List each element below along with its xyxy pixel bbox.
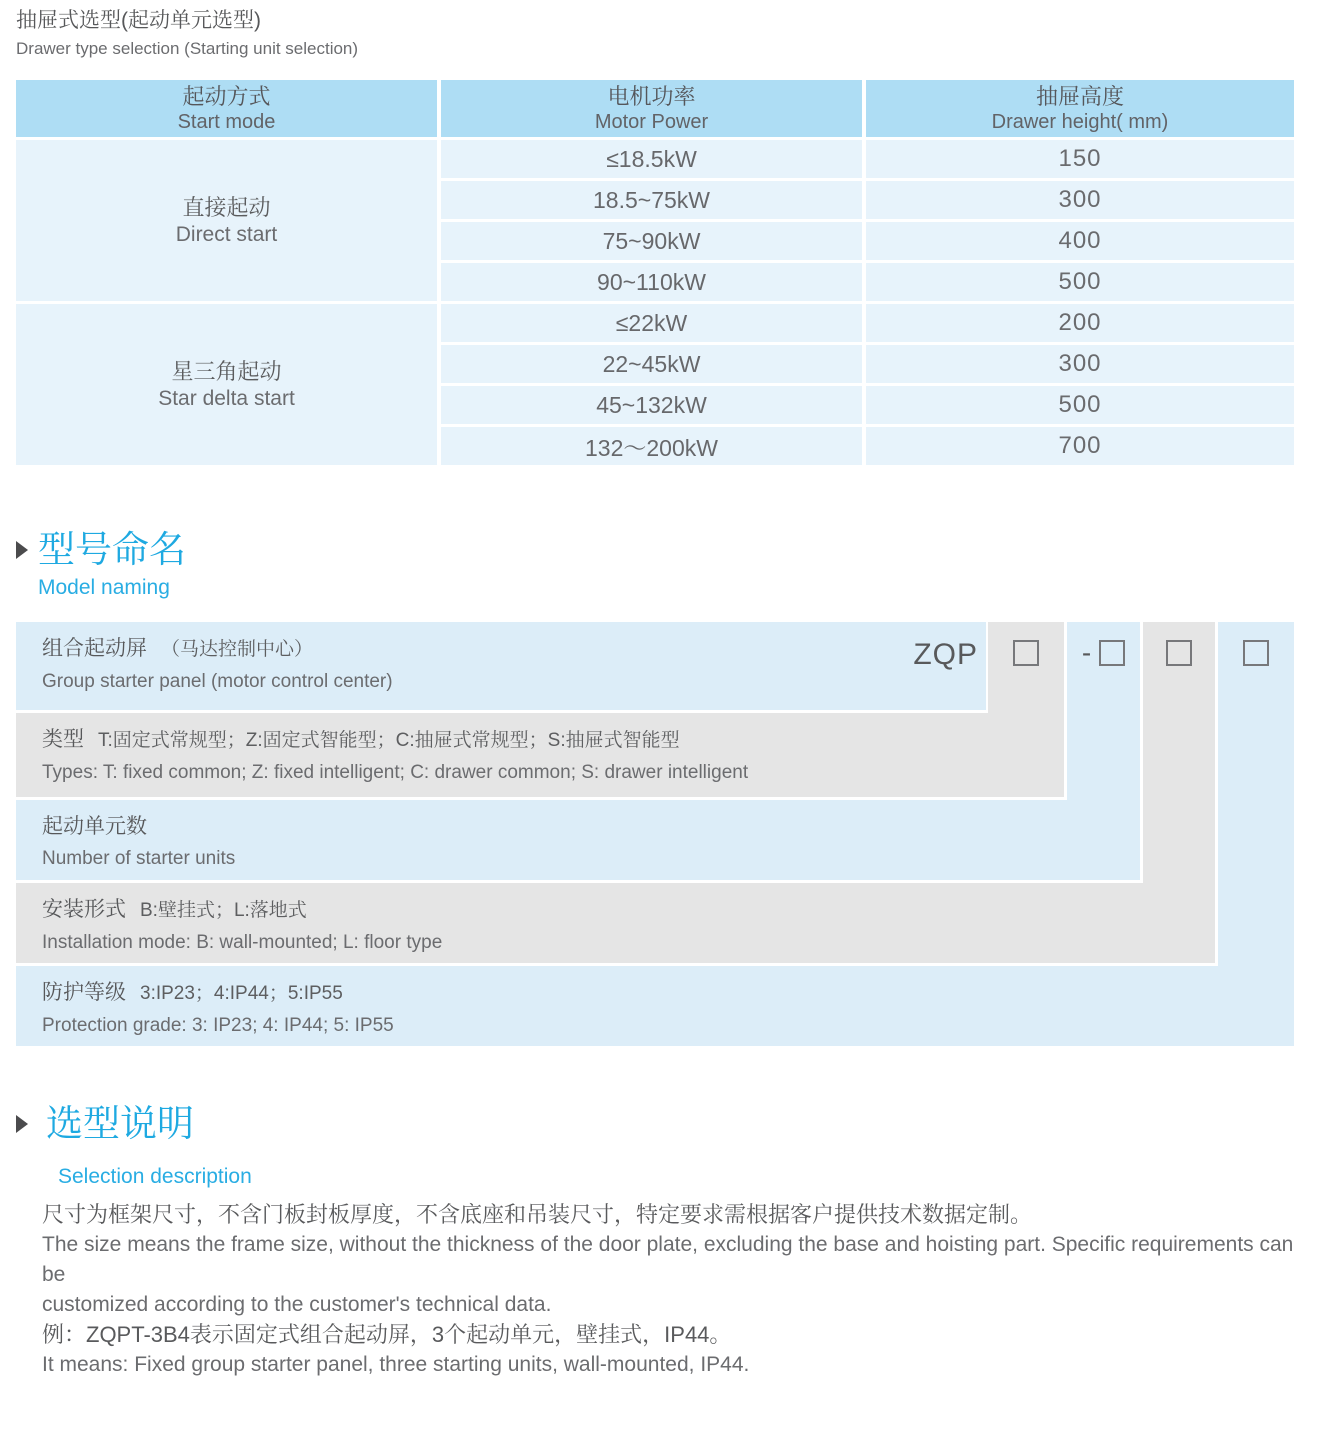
drawer-height-cell: 700 <box>866 427 1294 465</box>
model-row-label-cn: 安装形式 <box>42 898 126 921</box>
motor-power-cell: 132～200kW <box>441 427 862 465</box>
col-header-en: Start mode <box>177 111 276 133</box>
col-header-en: Motor Power <box>594 111 709 133</box>
model-row-protection-grade <box>16 966 1294 1046</box>
triangle-bullet-icon <box>16 541 28 559</box>
motor-power-cell: 45~132kW <box>441 386 862 424</box>
motor-power-cell: 75~90kW <box>441 222 862 260</box>
description-line-en: The size means the frame size, without the thickness of the door plate, excluding the base and hoisting part. Specific requirements can be <box>42 1233 1294 1286</box>
model-row-en: Types: T: fixed common; Z: fixed intelligent; C: drawer common; S: drawer intelligent <box>42 762 749 783</box>
start-mode-cn: 星三角起动 <box>171 358 282 384</box>
table-header-row <box>16 80 1294 137</box>
model-code-dash: - <box>1081 637 1092 668</box>
section-title-cn: 型号命名 <box>38 529 186 570</box>
start-mode-en: Direct start <box>175 222 278 246</box>
model-code-column-type <box>988 622 1064 797</box>
col-header-cn: 抽屉高度 <box>1035 84 1124 109</box>
model-code-box <box>1013 640 1039 666</box>
model-code-box <box>1099 640 1125 666</box>
table-row <box>16 140 1294 178</box>
model-code-prefix: ZQP <box>913 638 978 671</box>
drawer-height-cell: 200 <box>866 304 1294 342</box>
description-line-en: customized according to the customer's technical data. <box>42 1293 552 1316</box>
col-header-motor-power <box>441 80 862 137</box>
model-row-label-cn: 起动单元数 <box>42 815 147 838</box>
motor-power-cell: 90~110kW <box>441 263 862 301</box>
drawer-selection-table <box>12 77 1298 468</box>
model-row-types <box>16 713 1064 797</box>
model-row-detail-cn: 3:IP23；4:IP44；5:IP55 <box>140 983 343 1004</box>
model-row-en: Installation mode: B: wall-mounted; L: floor type <box>42 932 443 953</box>
start-mode-cn: 直接起动 <box>182 194 271 220</box>
model-code-box <box>1243 640 1269 666</box>
table-row <box>16 304 1294 342</box>
model-row-en: Protection grade: 3: IP23; 4: IP44; 5: IP55 <box>42 1015 394 1036</box>
model-code-column-installation <box>1143 622 1215 963</box>
page-title-cn: 抽屉式选型(起动单元选型) <box>16 9 261 32</box>
description-line-cn: 例：ZQPT-3B4表示固定式组合起动屏，3个起动单元，壁挂式，IP44。 <box>42 1322 732 1347</box>
drawer-height-cell: 500 <box>866 386 1294 424</box>
section-title-en: Model naming <box>38 576 170 599</box>
section-heading-model-naming <box>16 528 1322 599</box>
model-code-box <box>1166 640 1192 666</box>
model-row-detail-cn: B:壁挂式；L:落地式 <box>140 900 307 921</box>
motor-power-cell: ≤18.5kW <box>441 140 862 178</box>
section-heading-selection-description <box>16 1102 1322 1188</box>
drawer-height-cell: 150 <box>866 140 1294 178</box>
col-header-start-mode <box>16 80 437 137</box>
model-row-label-cn: 组合起动屏 <box>42 637 147 660</box>
drawer-height-cell: 500 <box>866 263 1294 301</box>
motor-power-cell: 22~45kW <box>441 345 862 383</box>
start-mode-en: Star delta start <box>158 386 295 410</box>
model-code-column-units <box>1067 622 1140 880</box>
model-row-starter-units <box>16 800 1140 880</box>
col-header-cn: 起动方式 <box>182 84 271 109</box>
motor-power-cell: ≤22kW <box>441 304 862 342</box>
page-title-en: Drawer type selection (Starting unit selection) <box>16 39 359 58</box>
model-row-en: Number of starter units <box>42 848 236 869</box>
model-naming-diagram <box>16 622 1294 1046</box>
description-line-cn: 尺寸为框架尺寸，不含门板封板厚度，不含底座和吊装尺寸，特定要求需根据客户提供技术数据定制。 <box>42 1202 1033 1227</box>
selection-description-body <box>42 1200 1322 1380</box>
model-row-group-starter-panel <box>16 622 986 710</box>
col-header-en: Drawer height( mm) <box>991 111 1169 133</box>
model-row-en: Group starter panel (motor control center) <box>42 671 393 692</box>
drawer-height-cell: 300 <box>866 345 1294 383</box>
start-mode-cell-star-delta <box>16 304 437 465</box>
col-header-drawer-height <box>866 80 1294 137</box>
model-row-label-cn: 类型 <box>42 728 84 751</box>
model-row-detail-cn: T:固定式常规型；Z:固定式智能型；C:抽屉式常规型；S:抽屉式智能型 <box>98 730 680 751</box>
description-line-en: It means: Fixed group starter panel, three starting units, wall-mounted, IP44. <box>42 1353 750 1376</box>
section-title-en: Selection description <box>58 1165 252 1188</box>
model-code-column-protection <box>1218 622 1294 1046</box>
start-mode-cell-direct <box>16 140 437 301</box>
section-title-cn: 选型说明 <box>46 1103 194 1144</box>
model-row-label-cn: 防护等级 <box>42 981 126 1004</box>
model-row-installation-mode <box>16 883 1215 963</box>
motor-power-cell: 18.5~75kW <box>441 181 862 219</box>
model-row-detail-cn: （马达控制中心） <box>161 639 314 660</box>
drawer-height-cell: 400 <box>866 222 1294 260</box>
triangle-bullet-icon <box>16 1115 28 1133</box>
drawer-height-cell: 300 <box>866 181 1294 219</box>
col-header-cn: 电机功率 <box>607 84 696 109</box>
